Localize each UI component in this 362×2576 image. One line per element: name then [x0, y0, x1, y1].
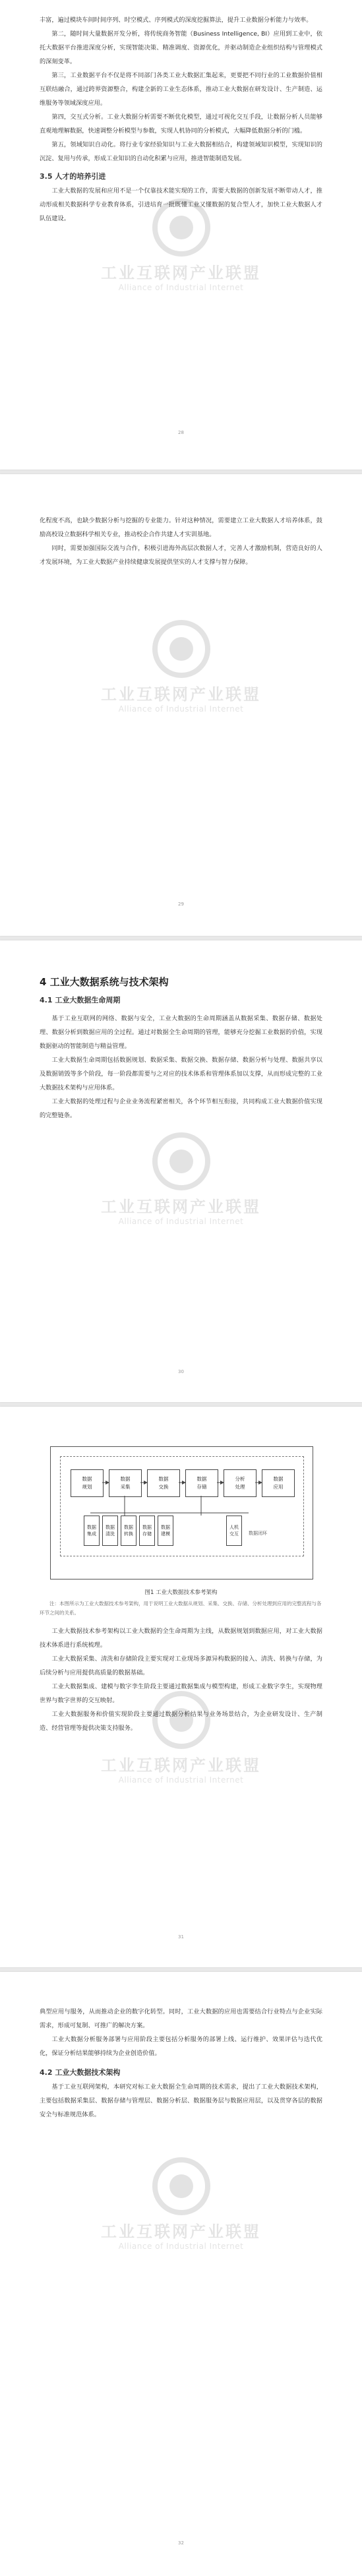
architecture-diagram — [50, 1446, 313, 1579]
page-body — [40, 514, 322, 569]
diagram-step: 分析 处理 — [224, 1469, 256, 1497]
watermark — [0, 2157, 362, 2251]
diagram-substep: 数据 集成 — [84, 1516, 100, 1546]
diagram-substep: 人机 交互 — [226, 1516, 242, 1546]
page-body — [40, 973, 322, 1122]
watermark-en: Alliance of Industrial Internet — [118, 283, 244, 292]
page-number: 32 — [178, 2540, 184, 2546]
diagram-substep: 数据 存储 — [139, 1516, 155, 1546]
watermark-cn: 工业互联网产业联盟 — [101, 264, 261, 282]
diagram-substep: 数据 清洗 — [102, 1516, 118, 1546]
paragraph: 化程度不高，也缺少数据分析与挖掘的专业能力。针对这种情况，需要建立工业大数据人才培养体系，鼓励高校设立数据科学相关专业，推动校企合作共建人才实训基地。 — [40, 517, 322, 538]
watermark-cn: 工业互联网产业联盟 — [101, 2223, 261, 2241]
paragraph: 丰富，遍过模块车间时间序列、时空模式、序列模式的深度挖掘算法，提升工业数据分析能力与效率。 — [40, 16, 313, 24]
diagram-substep: 数据 转换 — [121, 1516, 136, 1546]
paragraph: 典型应用与服务，从而推动企业的数字化转型。同时，工业大数据的应用也需要结合行业特点与企业实际需求，形成可复制、可推广的解决方案。 — [40, 2008, 322, 2029]
page-number: 28 — [178, 430, 184, 435]
watermark-cn: 工业互联网产业联盟 — [101, 1756, 261, 1775]
watermark — [0, 1132, 362, 1226]
paragraph: 工业大数据技术参考架构以工业大数据的全生命周期为主线，从数据规划到数据应用，对工业大数据技术体系进行系统梳理。 — [40, 1628, 322, 1649]
page-number: 30 — [178, 1369, 184, 1374]
page-body — [40, 13, 322, 226]
paragraph: 同时，需要加强国际交流与合作，积极引进海外高层次数据人才，完善人才激励机制，营造良好的人才发展环境，为工业大数据产业持续健康发展提供坚实的人才支撑与智力保障。 — [40, 545, 322, 566]
figure-caption: 图1 工业大数据技术参考架构 — [144, 1589, 218, 1596]
alliance-logo-icon — [152, 1132, 211, 1191]
paragraph: 第四，交互式分析。工业大数据分析需要不断优化模型，通过可视化交互手段，让数据分析人员能够直观地理解数据，快速调整分析模型与参数，实现人机协同的分析模式，大幅降低数据分析的门槛。 — [40, 113, 322, 135]
section-title: 3.5 人才的培养引进 — [40, 172, 106, 181]
paragraph: 工业大数据生命周期包括数据规划、数据采集、数据交换、数据存储、数据分析与处理、数据共享以及数据销毁等多个阶段，每一阶段都需要与之对应的技术体系和管理体系加以支撑，从而形成完整的工业大数据技术架构与应用体系。 — [40, 1057, 322, 1091]
paragraph: 基于工业互联网的网络、数据与安全，工业大数据的生命周期涵盖从数据采集、数据存储、数据处理、数据分析到数据应用的全过程。通过对数据全生命周期的管理，能够充分挖掘工业数据的价值，实现数据驱动的智能制造与精益管理。 — [40, 1015, 322, 1050]
diagram-arrows — [51, 1447, 313, 1579]
document-page-2 — [0, 474, 362, 936]
diagram-step: 数据 存储 — [185, 1469, 218, 1497]
diagram-substep: 数据 建模 — [158, 1516, 173, 1546]
paragraph: 工业大数据分析服务部署与应用阶段主要包括分析服务的部署上线、运行维护、效果评估与迭代优化，保证分析结果能够持续为企业创造价值。 — [40, 2036, 322, 2057]
watermark-cn: 工业互联网产业联盟 — [101, 1198, 261, 1216]
paragraph: 第三，工业数据平台不仅是将不同部门各类工业大数据汇集起来，更要把不同行业的工业数据价值相互联结融合，通过跨界资源整合，构建全新的工业生态体系，推动工业大数据在研发设计、生产制造、运维服务等领域深度应用。 — [40, 72, 322, 107]
document-page-1 — [0, 0, 362, 470]
paragraph: 工业大数据集成、建模与数字孪生阶段主要通过数据集成与模型构建，形成工业数字孪生，实现物理世界与数字世界的交互映射。 — [40, 1683, 322, 1704]
diagram-step: 数据 交换 — [147, 1469, 180, 1497]
figure-note: 注：本图所示为工业大数据技术参考架构，用于说明工业大数据从规划、采集、交换、存储、分析处理到应用的完整流程与各环节之间的关系。 — [40, 1601, 322, 1616]
watermark-en: Alliance of Industrial Internet — [118, 1775, 244, 1785]
watermark-cn: 工业互联网产业联盟 — [101, 685, 261, 704]
document-page-4 — [0, 1407, 362, 1967]
diagram-side-note: 数据闭环 — [249, 1531, 267, 1536]
section-title: 4.1 工业大数据生命周期 — [40, 996, 121, 1004]
paragraph: 工业大数据采集、清洗和存储阶段主要实现对工业现场多源异构数据的接入、清洗、转换与存储，为后续分析与应用提供高质量的数据基础。 — [40, 1655, 322, 1676]
diagram-step: 数据 应用 — [262, 1469, 295, 1497]
page-body — [40, 1624, 322, 1735]
paragraph: 工业大数据的处理过程与企业业务流程紧密相关，各个环节相互衔接，共同构成工业大数据价值实现的完整链条。 — [40, 1098, 322, 1119]
paragraph: 工业大数据服务和价值实现阶段主要通过数据分析结果与业务场景结合，为企业研发设计、生产制造、经营管理等提供决策支持服务。 — [40, 1711, 322, 1732]
chapter-title: 4 工业大数据系统与技术架构 — [40, 976, 169, 988]
watermark — [0, 619, 362, 714]
section-title: 4.2 工业大数据技术架构 — [40, 2068, 121, 2077]
alliance-logo-icon — [152, 619, 211, 679]
alliance-logo-icon — [152, 2157, 211, 2216]
watermark-en: Alliance of Industrial Internet — [118, 2242, 244, 2251]
paragraph: 第二，随时间大量数据开发分析，将传统商务智能（Business Intelligence, BI）应用到工业中，依托大数据平台推进深度分析，实现智能决策、精准调度、资源优化，并驱动制造企业组织结构与管理模式的深刻变革。 — [40, 30, 322, 65]
paragraph: 第五，领域知识自动化。将行业专家经验知识与工业大数据相结合，构建领域知识模型，实现知识的沉淀、复用与传承，形成工业知识的自动化积累与应用，推进智能制造发展。 — [40, 141, 322, 162]
document-page-5 — [0, 1972, 362, 2576]
paragraph: 基于工业互联网架构，本研究对标工业大数据全生命周期的技术需求，提出了工业大数据技术架构，主要包括数据采集层、数据存储与管理层、数据分析层、数据服务层与数据应用层，以及贯穿各层的数据安全与标准规范体系。 — [40, 2083, 322, 2118]
document-page-3 — [0, 940, 362, 1402]
paragraph: 工业大数据的发展和应用不是一个仅靠技术能实现的工作，需要大数据的创新发展不断带动人才，推动形成相关数据科学专业教育体系，引进培育一批既懂工业又懂数据的复合型人才，加快工业大数据人才队伍建设。 — [40, 187, 322, 222]
watermark-en: Alliance of Industrial Internet — [118, 1217, 244, 1226]
diagram-step: 数据 规划 — [71, 1469, 104, 1497]
page-body — [40, 2005, 322, 2122]
page-number: 31 — [178, 1934, 184, 1940]
watermark-en: Alliance of Industrial Internet — [118, 704, 244, 714]
page-number: 29 — [178, 902, 184, 907]
diagram-step: 数据 采集 — [109, 1469, 142, 1497]
